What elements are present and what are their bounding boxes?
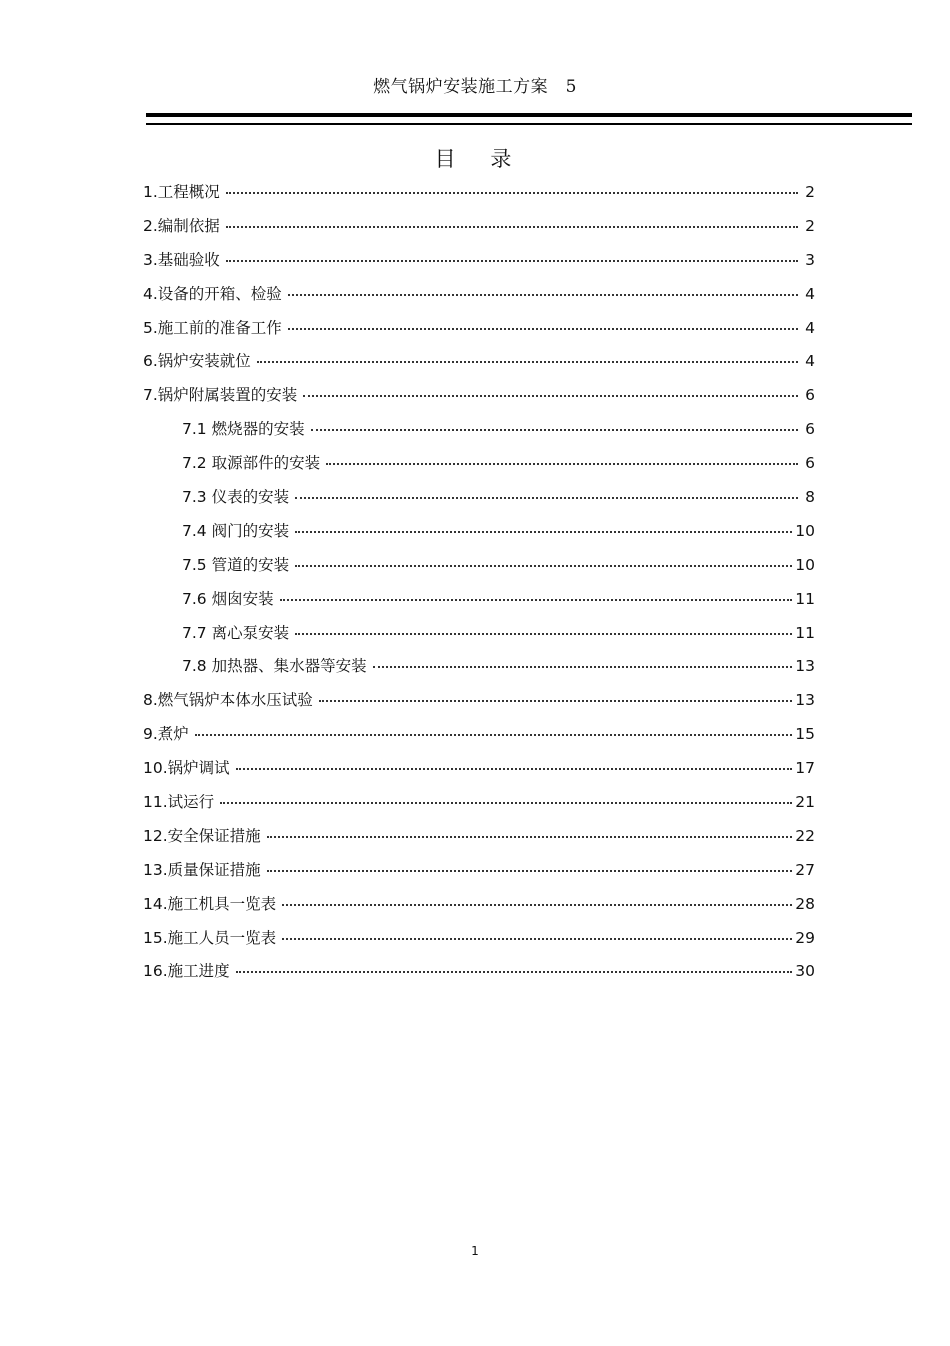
toc-dot-leader (295, 564, 792, 567)
toc-dot-leader (282, 903, 792, 906)
toc-entry[interactable] (143, 617, 815, 651)
toc-entry-label: 7.1 燃烧器的安装 (182, 420, 305, 439)
toc-dot-leader (195, 733, 792, 736)
toc-entry-page: 30 (795, 962, 815, 981)
toc-entry-page: 28 (795, 894, 815, 913)
toc-entry-label: 14.施工机具一览表 (143, 894, 277, 913)
toc-entry-page: 2 (805, 216, 815, 235)
toc-entry-page: 17 (795, 759, 815, 778)
toc-entry[interactable] (143, 345, 815, 379)
toc-entry-page: 4 (805, 284, 815, 303)
toc-entry[interactable] (143, 481, 815, 515)
toc-dot-leader (282, 937, 792, 940)
toc-entry[interactable] (143, 210, 815, 244)
toc-entry-page: 6 (805, 454, 815, 473)
toc-entry-label: 10.锅炉调试 (143, 759, 230, 778)
toc-entry-label: 7.6 烟囱安装 (182, 589, 274, 608)
toc-dot-leader (226, 191, 798, 194)
toc-entry[interactable] (143, 278, 815, 312)
toc-entry[interactable] (143, 718, 815, 752)
toc-dot-leader (236, 970, 793, 973)
toc-dot-leader (236, 767, 793, 770)
toc-entry-page: 6 (805, 386, 815, 405)
toc-dot-leader (226, 259, 798, 262)
toc-entry[interactable] (143, 549, 815, 583)
toc-entry-label: 7.4 阀门的安装 (182, 521, 290, 540)
toc-entry[interactable] (143, 786, 815, 820)
document-header-title: 燃气锅炉安装施工方案 5 (373, 77, 577, 97)
toc-entry-label: 16.施工进度 (143, 962, 230, 981)
toc-entry-label: 3.基础验收 (143, 250, 220, 269)
toc-entry-label: 7.7 离心泵安装 (182, 623, 290, 642)
toc-entry[interactable] (143, 583, 815, 617)
toc-entry-label: 7.锅炉附属装置的安装 (143, 386, 298, 405)
toc-dot-leader (295, 530, 792, 533)
toc-entry-label: 7.8 加热器、集水器等安装 (182, 657, 367, 676)
toc-entry-page: 22 (795, 826, 815, 845)
toc-entry[interactable] (143, 447, 815, 481)
toc-entry-page: 13 (795, 691, 815, 710)
header-rule-thin (146, 123, 912, 125)
toc-entry-label: 12.安全保证措施 (143, 826, 261, 845)
toc-entry[interactable] (143, 684, 815, 718)
toc-entry[interactable] (143, 820, 815, 854)
toc-entry[interactable] (143, 176, 815, 210)
header-rule-thick (146, 113, 912, 117)
toc-entry-label: 5.施工前的准备工作 (143, 318, 282, 337)
toc-entry-page: 2 (805, 183, 815, 201)
toc-entry-label: 15.施工人员一览表 (143, 928, 277, 947)
toc-dot-leader (288, 327, 798, 330)
toc-entry-page: 6 (805, 420, 815, 439)
toc-entry-label: 7.2 取源部件的安装 (182, 454, 321, 473)
toc-entry-label: 9.煮炉 (143, 725, 189, 744)
toc-entry-label: 8.燃气锅炉本体水压试验 (143, 691, 313, 710)
toc-entry[interactable] (143, 922, 815, 956)
toc-entry-page: 3 (805, 250, 815, 269)
toc-entry[interactable] (143, 752, 815, 786)
toc-dot-leader (311, 428, 798, 431)
page-number: 1 (471, 1244, 479, 1258)
toc-dot-leader (303, 394, 798, 397)
toc-entry-label: 4.设备的开箱、检验 (143, 284, 282, 303)
toc-entry[interactable] (143, 244, 815, 278)
toc-entry[interactable] (143, 955, 815, 989)
toc-entry-page: 15 (795, 725, 815, 744)
toc-dot-leader (220, 801, 792, 804)
toc-dot-leader (226, 225, 798, 228)
toc-entry[interactable] (143, 312, 815, 346)
toc-entry[interactable] (143, 854, 815, 888)
toc-entry-label: 2.编制依据 (143, 216, 220, 235)
table-of-contents (143, 176, 815, 989)
toc-entry-page: 10 (795, 555, 815, 574)
toc-entry-label: 6.锅炉安装就位 (143, 352, 251, 371)
toc-dot-leader (288, 293, 798, 296)
toc-dot-leader (326, 462, 798, 465)
toc-dot-leader (267, 869, 793, 872)
toc-entry-page: 11 (795, 623, 815, 642)
toc-dot-leader (295, 496, 798, 499)
toc-entry-page: 4 (805, 318, 815, 337)
toc-dot-leader (319, 699, 792, 702)
toc-entry[interactable] (143, 888, 815, 922)
toc-entry-page: 11 (795, 589, 815, 608)
toc-entry[interactable] (143, 379, 815, 413)
toc-dot-leader (280, 598, 793, 601)
toc-entry-page: 8 (805, 488, 815, 507)
toc-dot-leader (257, 360, 798, 363)
toc-entry-page: 13 (795, 657, 815, 676)
toc-dot-leader (295, 632, 792, 635)
toc-entry-label: 11.试运行 (143, 793, 215, 812)
toc-entry-label: 13.质量保证措施 (143, 860, 261, 879)
toc-heading: 目 录 (434, 147, 526, 171)
toc-entry-page: 29 (795, 928, 815, 947)
toc-entry-page: 21 (795, 793, 815, 812)
toc-entry-page: 4 (805, 352, 815, 371)
toc-dot-leader (267, 835, 793, 838)
toc-entry-page: 10 (795, 521, 815, 540)
toc-entry[interactable] (143, 515, 815, 549)
toc-entry[interactable] (143, 650, 815, 684)
toc-entry[interactable] (143, 413, 815, 447)
toc-entry-label: 7.5 管道的安装 (182, 555, 290, 574)
toc-entry-page: 27 (795, 860, 815, 879)
toc-entry-label: 7.3 仪表的安装 (182, 488, 290, 507)
toc-entry-label: 1.工程概况 (143, 183, 220, 201)
toc-dot-leader (373, 665, 793, 668)
